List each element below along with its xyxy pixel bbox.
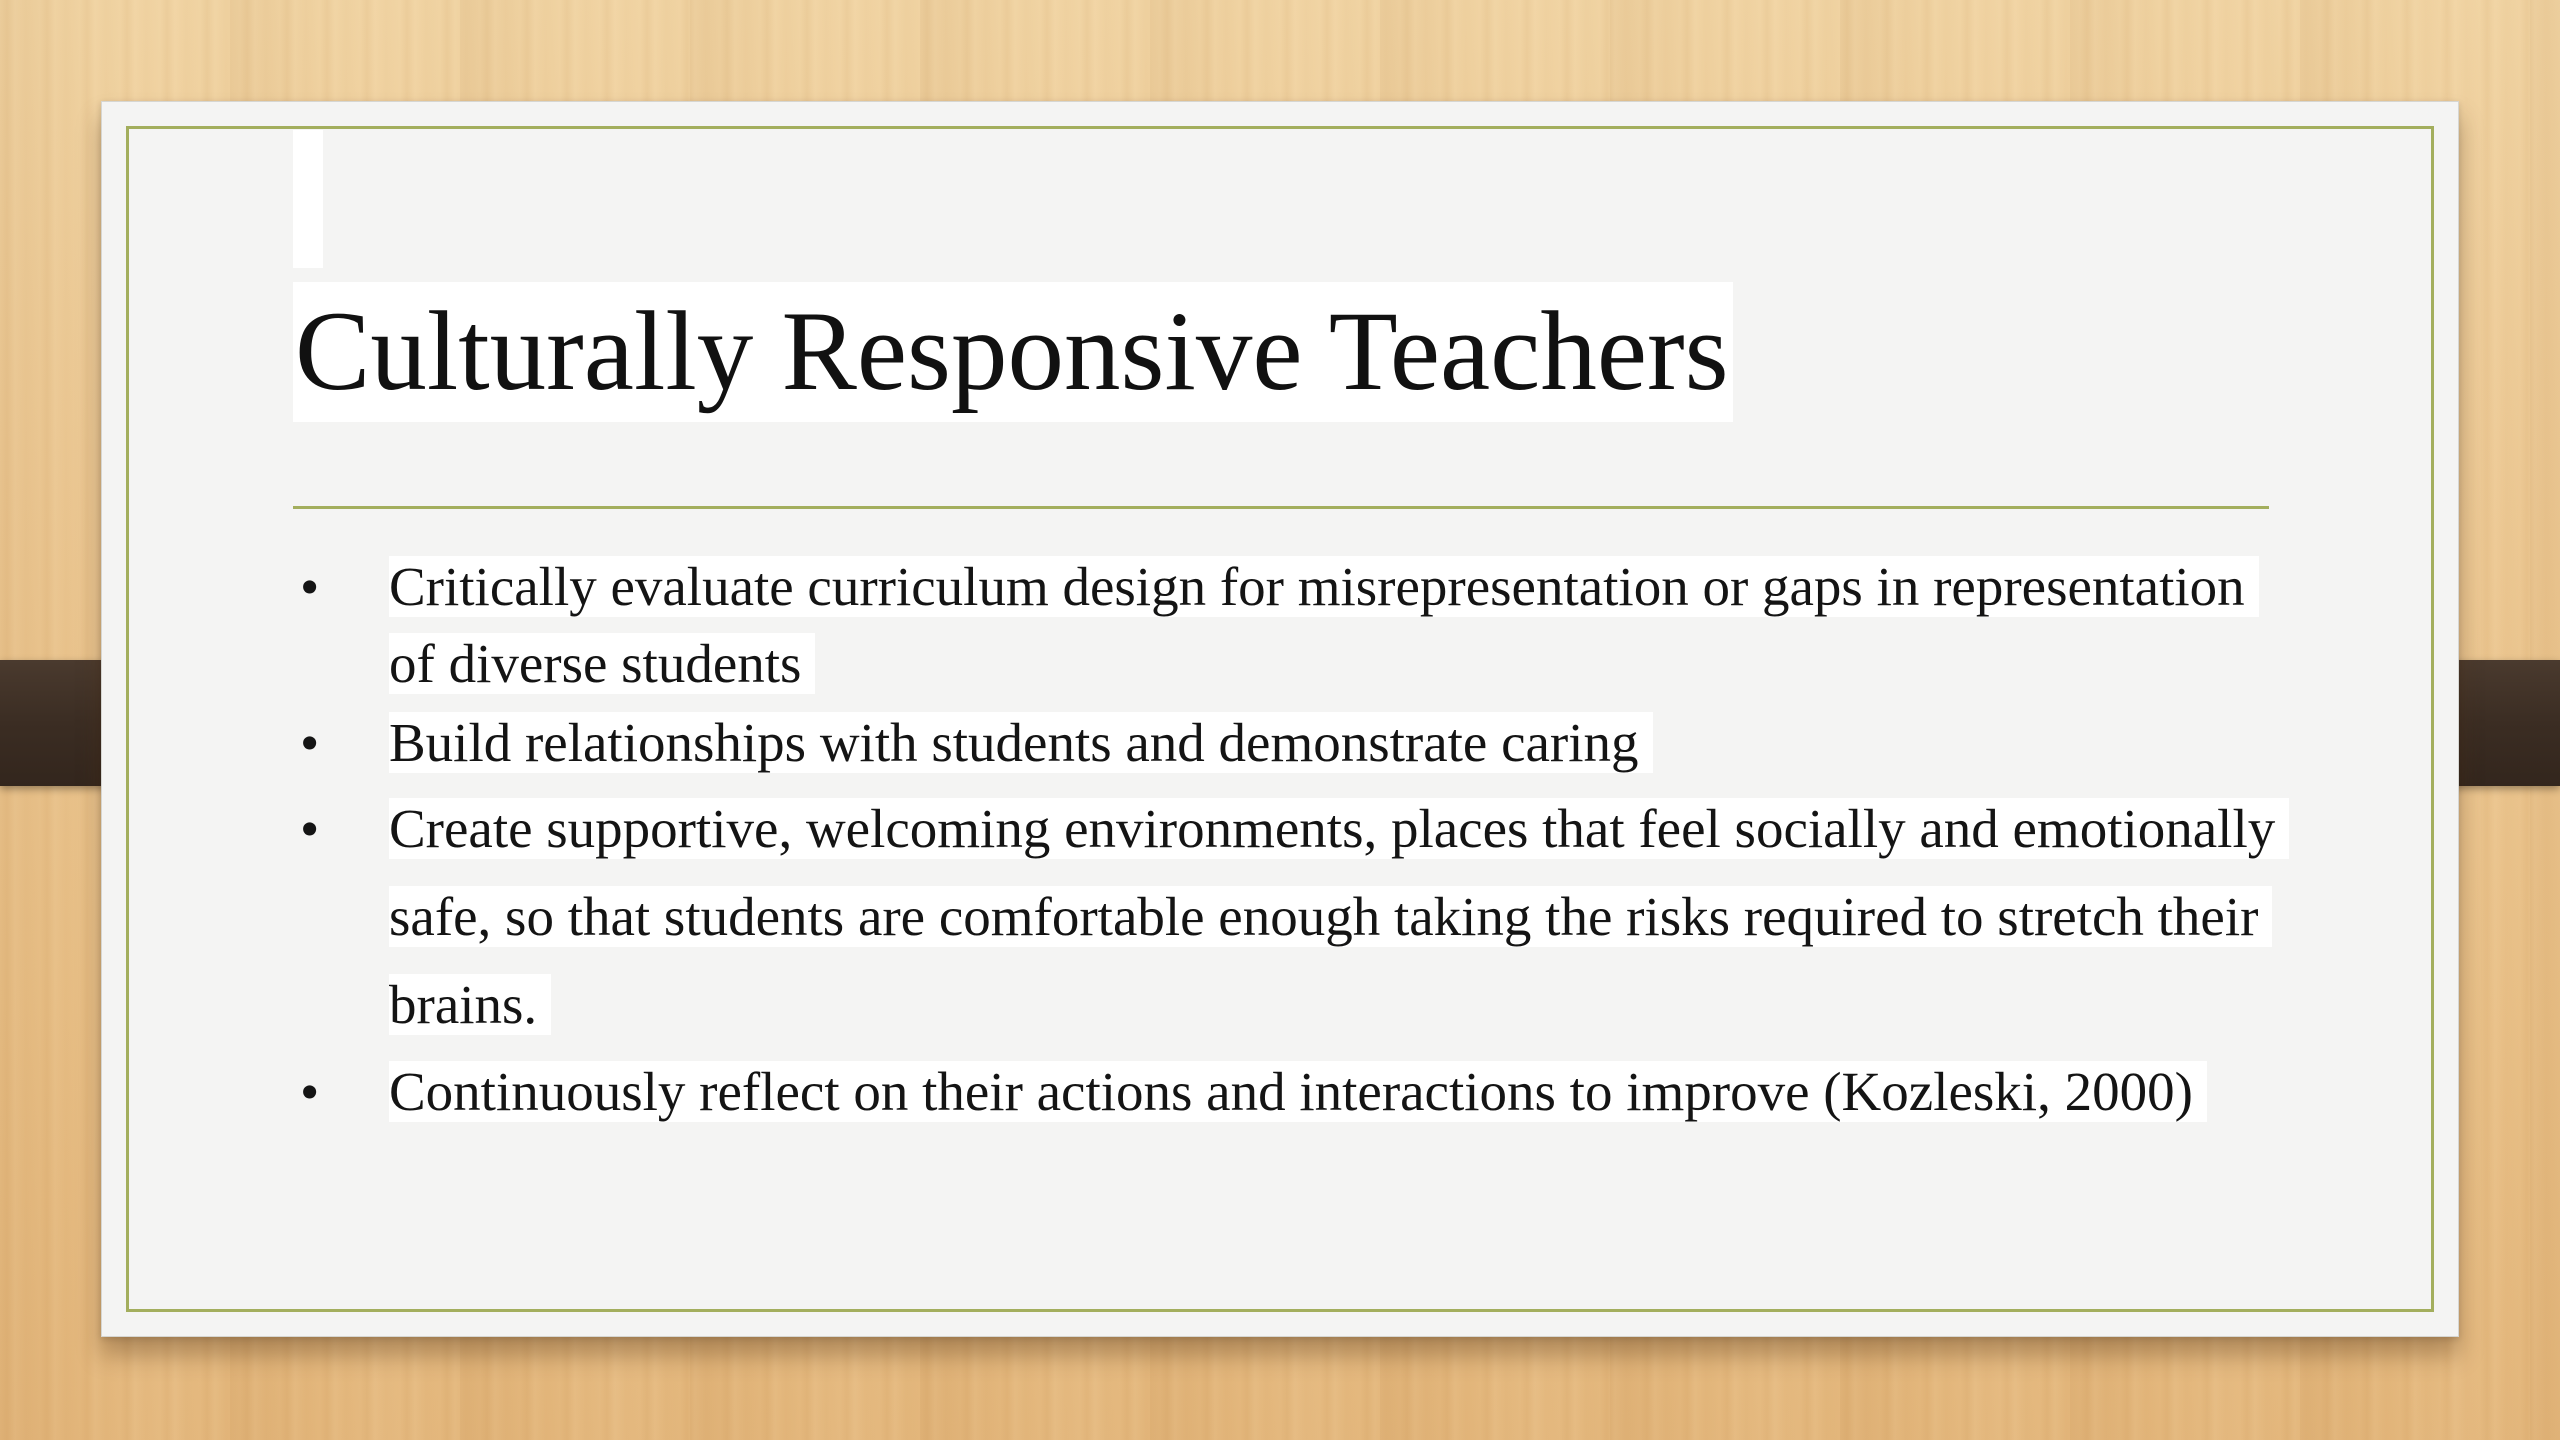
bullet-text: Critically evaluate curriculum design for misrepresentation or gaps in representation of diverse students: [389, 556, 2259, 694]
bullet-item[interactable]: [293, 785, 2293, 1049]
bullet-item[interactable]: [293, 704, 2293, 781]
title-divider: [293, 506, 2269, 509]
bullet-marker: •: [300, 798, 320, 859]
bullet-marker: •: [300, 712, 320, 773]
bullet-text: Create supportive, welcoming environments, places that feel socially and emotionally safe, so that students are comfortable enough taking the risks required to stretch their brains.: [389, 798, 2289, 1035]
text-cursor-block: [293, 130, 323, 268]
bullet-list[interactable]: [293, 548, 2293, 1130]
bullet-text: Build relationships with students and demonstrate caring: [389, 712, 1653, 773]
bullet-marker: •: [300, 556, 320, 617]
bullet-marker: •: [300, 1061, 320, 1122]
bullet-text: Continuously reflect on their actions and interactions to improve (Kozleski, 2000): [389, 1061, 2207, 1122]
bullet-item[interactable]: [293, 548, 2293, 702]
bullet-item[interactable]: [293, 1053, 2293, 1130]
slide-title[interactable]: Culturally Responsive Teachers: [293, 282, 1733, 422]
slide: [101, 101, 2459, 1337]
